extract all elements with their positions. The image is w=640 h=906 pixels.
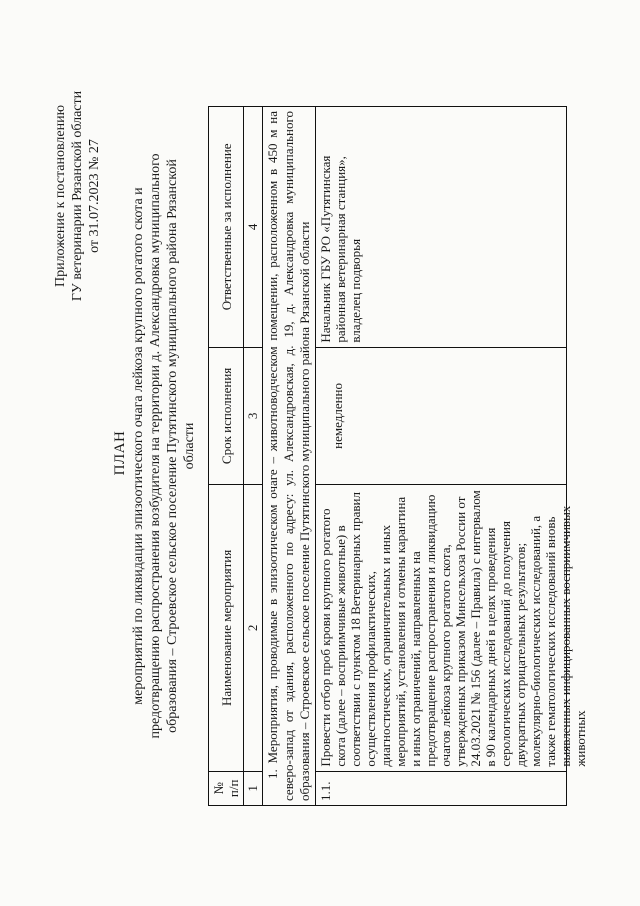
table-header-row [209, 107, 244, 806]
appendix-line-2: ГУ ветеринарии Рязанской области [70, 90, 85, 302]
column-number: 1 [244, 771, 263, 805]
header-number: № п/п [209, 771, 244, 805]
appendix-line-1: Приложение к постановлению [53, 104, 68, 288]
table-row [316, 107, 567, 806]
column-number: 3 [244, 347, 263, 485]
row-measure-text: Провести отбор проб крови крупного рогатого скота (далее – восприимчивые животные) в соответствии с пунктом 18 Ветеринарных правил осуществления профилактических, диагностических, ограничительных и иных мероприятий, установления и отмены карантина и иных ограничений, направленных на предотвращение распространения и ликвидацию очагов лейкоза крупного рогатого скота, утвержденных приказом Минсельхоза России от 24.03.2021 № 156 (далее – Правила) с интервалом в 90 календарных дней в целях проведения серологических исследований до получения двукратных отрицательных результатов; молекулярно-биологических исследований, а также гематологических исследований вновь выявленных инфицированных восприимчивых животных [318, 490, 588, 767]
row-responsible: Начальник ГБУ РО «Путятинская районная ветеринарная станция», владелец подворья [316, 107, 567, 348]
appendix-line-3: от 31.07.2023 № 27 [87, 139, 102, 253]
column-number: 4 [244, 107, 263, 348]
plan-title: ПЛАН [112, 430, 128, 476]
section-number: 1. [265, 769, 280, 779]
section-row [263, 107, 316, 806]
header-term: Срок исполнения [209, 347, 244, 485]
column-number-row [244, 107, 263, 806]
header-name: Наименование мероприятия [209, 485, 244, 771]
column-number: 2 [244, 485, 263, 771]
section-text: Мероприятия, проводимые в эпизоотическом очаге – животноводческом помещении, расположенном в 450 м на северо-запад от здания, расположенного по адресу: ул. Александровская, д. 19, д. Александровка муниципального образования – Строевское сельское поселение Путятинского муниципального района Рязанской области [265, 111, 312, 801]
row-measure-cell [316, 485, 588, 771]
header-responsible: Ответственные за исполнение [209, 107, 244, 348]
measures-table [208, 106, 588, 806]
plan-subtitle: мероприятий по ликвидации эпизоотического очага лейкоза крупного рогатого скота и предотвращению распространения возбудителя на территории д. Александровка муниципального образования – Строевское сельское поселение Путятинского муниципального района Рязанской области [131, 153, 197, 739]
section-cell [263, 107, 316, 806]
appendix-note [52, 46, 103, 346]
row-term: немедленно [316, 347, 567, 485]
row-number: 1.1. [316, 771, 567, 805]
